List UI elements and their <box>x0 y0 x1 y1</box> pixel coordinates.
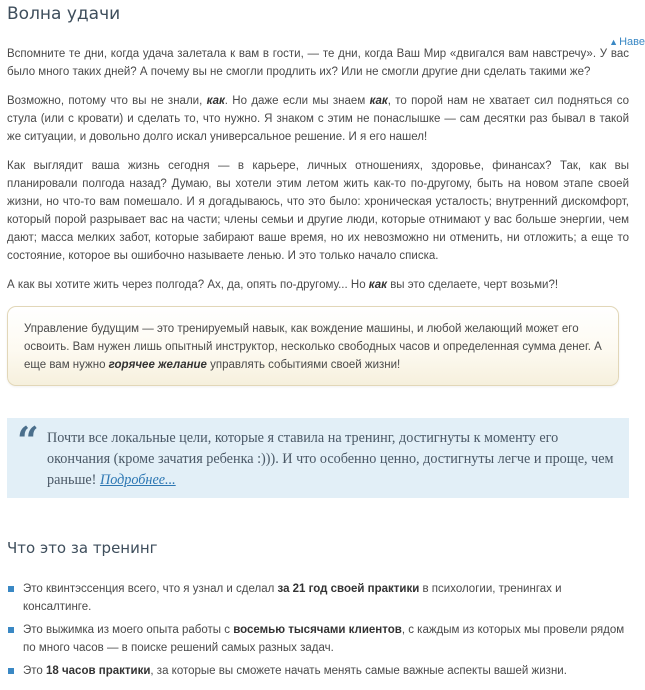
paragraph-intro: Вспомните те дни, когда удача залетала к вам в гости, — те дни, когда Ваш Мир «двигался вам навстречу». У вас было много таких дней? А почему вы не смогли продлить их? Или не смогли другие дни сделать такими же? <box>7 48 629 78</box>
section-title-training: Что это за тренинг <box>7 539 158 557</box>
square-bullet-icon <box>8 668 14 674</box>
paragraph-how: Возможно, потому что вы не знали, как. Но даже если мы знаем как, то порой нам не хватает сил подняться со стула (или с кровати) и сделать то, что нужно. Я знаком с этим не понаслышке — сам десятки раз бывал в такой же ситуации, и довольно долго искал универсальное решение. И я его нашел! <box>7 95 629 143</box>
quote-mark-icon: “ <box>17 418 39 463</box>
list-item: Это 18 часов практики, за которые вы сможете начать менять самые важные аспекты вашей жизни. <box>7 662 629 680</box>
paragraph-future: А как вы хотите жить через полгода? Ах, да, опять по-другому... Но как вы это сделаете, черт возьми?! <box>7 279 559 291</box>
section-title-luck-wave: Волна удачи <box>7 4 121 24</box>
testimonial-text: Почти все локальные цели, которые я ставила на тренинг, достигнуты к моменту его окончания (кроме зачатия ребенка :))). И что особенно ценно, достигнуты легче и проще, чем раньше! Подробнее... <box>47 430 614 488</box>
emphasis-how: как <box>369 95 388 107</box>
square-bullet-icon <box>8 627 14 633</box>
emphasis-desire: горячее желание <box>108 359 207 371</box>
training-features-list <box>7 580 629 685</box>
list-item: Это выжимка из моего опыта работы с восемью тысячами клиентов, с каждым из которых мы провели рядом по много часов — в поиске решений самых разных задач. <box>7 621 629 657</box>
top-nav-link-label: Наве <box>619 36 645 48</box>
testimonial-quote <box>7 418 629 498</box>
list-item: Это квинтэссенция всего, что я узнал и сделал за 21 год своей практики в психологии, тренингах и консалтинге. <box>7 580 629 616</box>
up-arrow-icon: ▲ <box>609 37 619 47</box>
emphasis-how: как <box>206 95 225 107</box>
emphasis-how: как <box>368 279 387 291</box>
read-more-link[interactable]: Подробнее... <box>99 472 176 488</box>
note-text: Управление будущим — это тренируемый навык, как вождение машины, и любой желающий может его освоить. Вам нужен лишь опытный инструктор, несколько свободных часов и определенная сумма денег. А еще вам нужно горячее желание управлять событиями своей жизни! <box>24 323 602 371</box>
note-box <box>7 306 619 386</box>
square-bullet-icon <box>8 586 14 592</box>
paragraph-life-today: Как выглядит ваша жизнь сегодня — в карьере, личных отношениях, здоровье, финансах? Так, как вы планировали полгода назад? Думаю, вы хотели этим летом жить как-то по-другому, быть на новом этапе своей жизни, но что-то вам помешало. И я догадываюсь, что это было: хроническая усталость; внутренний дискомфорт, который порой разрывает вас на части; члены семьи и другие люди, которые отнимают у вас больше энергии, чем дают; масса мелких забот, которые забирают ваше время, но их невозможно ни отменить, ни отложить; а еще то состояние, которое вы ошибочно называете ленью. И это только начало списка. <box>7 160 629 262</box>
